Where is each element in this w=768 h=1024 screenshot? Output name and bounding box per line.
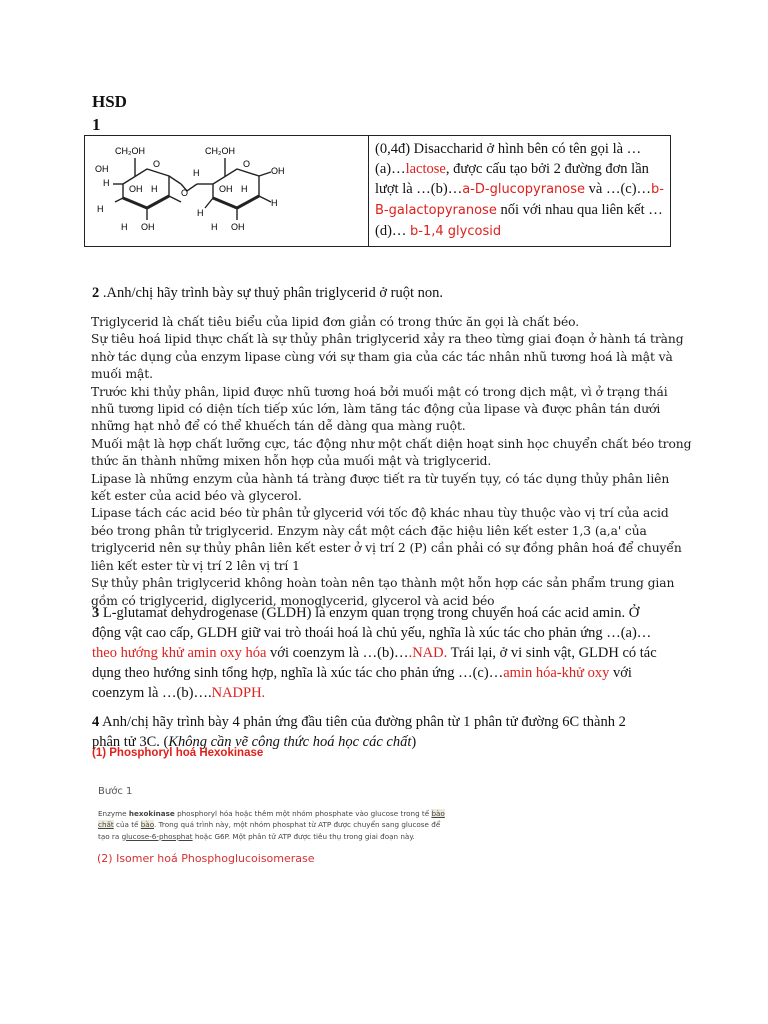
left-oh-bottom-label: OH (141, 222, 155, 232)
answer-line: kết ester của acid béo và glycerol. (91, 489, 302, 504)
answer-line: Lipase tách các acid béo từ phân tử glycerid với tốc độ khác nhau tùy thuộc vào vị trí của acid (91, 506, 669, 521)
right-ring-oxygen-label: O (243, 159, 251, 169)
question-2-number: 2 (92, 285, 100, 301)
q1-line-4: B-galactopyranose nối với nhau qua liên kết … (375, 202, 663, 218)
q1-line-5: (d)… b-1,4 glycosid (375, 223, 502, 239)
right-ch2oh-label: CH₂OH (205, 146, 235, 156)
answer-a-lactose: lactose (405, 161, 446, 177)
q3-answer-c: amin hóa-khử oxy (503, 665, 610, 681)
right-oh-label: OH (271, 166, 285, 176)
left-h-label: H (103, 178, 110, 188)
left-h-inner-label: H (151, 184, 158, 194)
disaccharide-structure-cell (85, 136, 369, 247)
question-3-number: 3 (92, 605, 100, 621)
left-ch2oh-label: CH₂OH (115, 146, 145, 156)
left-h-low-label: H (121, 222, 128, 232)
question-3: 3 L-glutamat dehydrogenase (GLDH) là enzym quan trọng trong chuyển hoá các acid amin. Ở động vật cao cấp, GLDH giữ vai trò thoái hoá là chủ yếu, nghĩa là xúc tác cho phản ứng …(a)… theo hướng khử amin oxy hóa với coenzym là …(b)….NAD. Trái lại, ở vi sinh vật, GLDH có tác dụng theo hướng sinh tổng hợp, nghĩa là xúc tác cho phản ứng …(c)…amin hóa-khử oxy với coenzym là …(b)….NADPH. (92, 605, 657, 701)
answer-c-part-1: b- (651, 182, 664, 197)
answer-line: Sự thủy phân triglycerid không hoàn toàn nên tạo thành một hỗn hợp các sản phẩm trung gian (91, 576, 675, 591)
step-heading: Bước 1 (98, 786, 133, 797)
question-4: 4 Anh/chị hãy trình bày 4 phản ứng đầu tiên của đường phân từ 1 phân tử đường 6C thành 2 phân tử 3C. (Không cần vẽ công thức hoá học các chất) (92, 714, 626, 750)
answer-line: liên kết ester từ vị trí 2 lên vị trí 1 (91, 558, 300, 573)
question-1-table (84, 135, 671, 247)
answer-line: gồm có triglycerid, diglycerid, monoglycerid, glycerol và acid béo (91, 593, 495, 608)
answer-line: Sự tiêu hoá lipid thực chất là sự thủy phân triglycerid xảy ra theo từng giai đoạn ở hành tá tràng (91, 332, 684, 347)
lactose-structure-diagram (85, 136, 368, 246)
answer-line: thức ăn thành những mixen hỗn hợp của muối mật và triglycerid. (91, 454, 492, 469)
answer-line: triglycerid nên sự thủy phân liên kết ester ở vị trí 2 (P) cần phải có sự đồng phân hoá để chuyển (91, 541, 682, 556)
answer-line: nhũ tương lipid có diện tích tiếp xúc lớn, làm tăng tác động của lipase và được phân tán dưới (91, 402, 661, 417)
q1-line-2: (a)…lactose, được cấu tạo bởi 2 đường đơn lần (375, 161, 649, 177)
link-oxygen-label: O (181, 188, 189, 198)
answer-line: Triglycerid là chất tiêu biểu của lipid đơn giản có trong thức ăn gọi là chất béo. (91, 315, 580, 329)
right-h-side-label: H (271, 198, 278, 208)
q3-answer-d: NADPH. (211, 685, 266, 701)
question-1-number: 1 (92, 115, 101, 134)
step-1-excerpt: Bước 1 Enzyme hexokinase phosphoryl hóa hoặc thêm một nhóm phosphate vào glucose trong tế bào chất của tế bào. Trong quá trình này, một nhóm phosphat từ ATP được chuyển sang glucose để tạo ra glucose-6-phosphat hoặc G6P. Một phân tử ATP được tiêu thụ trong giai đoạn này. (98, 786, 638, 842)
step-1-title: (1) Phosphoryl hoá Hexokinase (92, 747, 264, 759)
q1-line-3: lượt là …(b)…a-D-glucopyranose và …(c)…b- (375, 181, 664, 197)
answer-line: Trước khi thủy phân, lipid được nhũ tương hoá bởi muối mật có trong dịch mật, vì ở trạng thái (91, 384, 668, 399)
answer-line: những hạt nhỏ để có thể khuếch tán dễ dàng qua màng ruột. (91, 419, 466, 434)
q1-line-1: (0,4đ) Disaccharid ở hình bên có tên gọi là … (375, 141, 642, 157)
left-h-bottom-label: H (97, 204, 104, 214)
answer-c-galactopyranose: B-galactopyranose (375, 203, 497, 218)
right-h-inner-label: H (241, 184, 248, 194)
right-h-top-label: H (193, 168, 200, 178)
right-oh-bottom-label: OH (231, 222, 245, 232)
answer-line: Lipase là những enzym của hành tá tràng được tiết ra từ tuyến tụy, có tác dụng thủy phân liên (91, 471, 670, 486)
left-ring-oxygen-label: O (153, 159, 161, 169)
answer-line: muối mật. (91, 367, 153, 382)
question-2-answer-block (91, 314, 692, 610)
right-h-low-label: H (211, 222, 218, 232)
answer-line: Muối mật là hợp chất lưỡng cực, tác động như một chất diện hoạt sinh học chuyển chất béo trong (91, 436, 692, 451)
answer-line: béo trong phân tử triglycerid. Enzym này cắt một cách đặc hiệu liên kết ester 1,3 (a,a' của (91, 523, 647, 538)
right-oh-inner-label: OH (219, 184, 233, 194)
q3-answer-b: .NAD. (408, 645, 448, 661)
step-2-title: (2) Isomer hoá Phosphoglucoisomerase (97, 852, 315, 865)
question-2 (92, 283, 443, 303)
left-oh-inner-label: OH (129, 184, 143, 194)
question-1-text-cell (369, 136, 671, 247)
question-4-number: 4 (92, 714, 100, 730)
left-oh-top-label: OH (95, 164, 109, 174)
answer-d-glycosid: b-1,4 glycosid (410, 224, 502, 239)
question-2-text: .Anh/chị hãy trình bày sự thuỷ phân triglycerid ở ruột non. (99, 285, 443, 301)
answer-line: nhờ tác dụng của enzym lipase cùng với sự tham gia của các tác nhân nhũ tương hoá là mật và (91, 349, 673, 364)
page-heading: HSD (92, 92, 127, 111)
q3-answer-a: theo hướng khử amin oxy hóa (92, 645, 267, 661)
right-h-bottom-label: H (197, 208, 204, 218)
answer-b-glucopyranose: a-D-glucopyranose (462, 182, 586, 197)
